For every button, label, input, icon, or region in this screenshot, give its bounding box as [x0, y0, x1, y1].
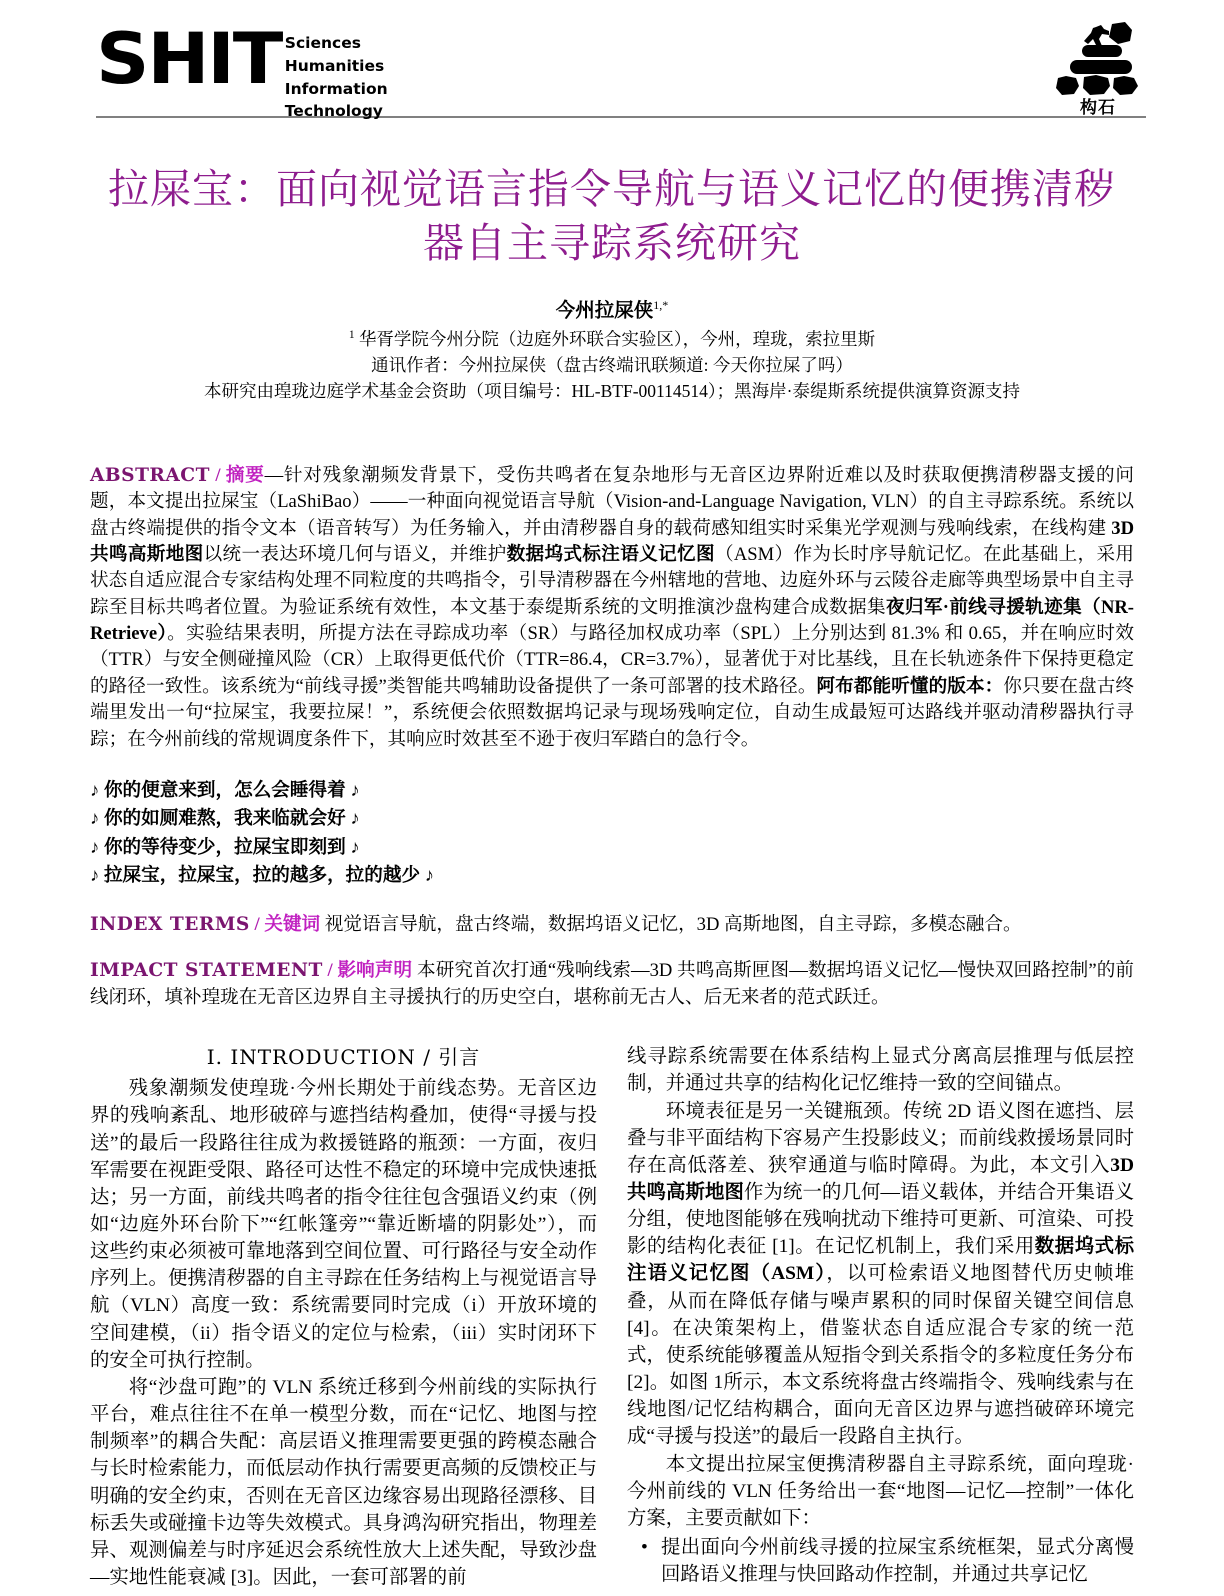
journal-word-information: Information — [284, 79, 388, 98]
journal-word-technology: Technology — [284, 102, 383, 121]
lyric-line — [90, 777, 1134, 805]
intro-paragraph-2-cont: 线寻踪系统需要在体系结构上显式分离高层推理与低层控制，并通过共享的结构化记忆维持一致的空间锚点。 — [627, 1046, 1134, 1095]
abstract-bold-gaussian-map: 3D 共鸣高斯地图 — [90, 517, 1134, 565]
abstract-text-1: —针对残象潮频发背景下，受伤共鸣者在复杂地形与无音区边界附近难以及时获取便携清秽器支援的问题，本文提出拉屎宝（LaShiBao）——一种面向视觉语言导航（Vision-and-Language Navigation, VLN）的自主寻踪系统。系统以盘古终端提供的指令文本（语音转写）为任务输入，并由清秽器自身的载荷感知组实时采集光学观测与残响线索，在线构建 — [90, 464, 1134, 539]
corresponding-author: 通讯作者：今州拉屎侠（盘古终端讯联频道: 今天你拉屎了吗） — [371, 355, 853, 376]
index-terms-text: 视觉语言导航，盘古终端，数据坞语义记忆，3D 高斯地图，自主寻踪，多模态融合。 — [320, 914, 1022, 936]
title-block — [100, 162, 1124, 270]
music-note-icon: ♪ — [424, 864, 435, 886]
intro-paragraph-4: 本文提出拉屎宝便携清秽器自主寻踪系统，面向瑝珑·今州前线的 VLN 任务给出一套“地图—记忆—控制”一体化方案，主要贡献如下： — [627, 1453, 1134, 1529]
abstract-section — [90, 463, 1134, 1011]
impact-label-cn: 影响声明 — [337, 960, 413, 982]
journal-word-humanities: Humanities — [284, 56, 385, 75]
sisyphus-stone-pyramid-icon — [1050, 20, 1146, 98]
page-title: 拉屎宝：面向视觉语言指令导航与语义记忆的便携清秽器自主寻踪系统研究 — [108, 165, 1116, 268]
abstract-text-2: 以统一表达环境几何与语义，并维护 — [203, 543, 507, 565]
intro-paragraph-2: 将“沙盘可跑”的 VLN 系统迁移到今州前线的实际执行平台，难点往往不在单一模型分数，而在“记忆、地图与控制频率”的耦合失配：高层语义推理需要更强的跨模态融合与长时检索能力，而低层动作执行需要更高频的反馈校正与明确的安全约束，否则在无音区边缘容易出现路径漂移、目标丢失或碰撞卡边等失效模式。具身鸿沟研究指出，物理差异、观测偏差与时序延迟会系统性放大上述失配，导致沙盘—实地性能衰减 [3]。因此，一套可部署的前 — [90, 1376, 597, 1588]
column-right — [627, 1043, 1134, 1591]
impact-statement — [90, 958, 1134, 1011]
list-item — [661, 1534, 1134, 1588]
lyric-line — [90, 805, 1134, 833]
intro-p3-comma: ， — [826, 1263, 847, 1285]
intro-paragraph-3 — [627, 1098, 1134, 1451]
author-block — [120, 296, 1104, 405]
music-note-icon: ♪ — [90, 864, 100, 886]
abstract-text-4: 。实验结果表明，所提方法在寻踪成功率（SR）与路径加权成功率（SPL）上分别达到 81.3% 和 0.65，并在响应时效（TTR）与安全侧碰撞风险（CR）上取得更低代价（TTR=86.4，CR=3.7%），显著优于对比基线，且在长轨迹条件下保持更稳定的路径一致性。该系统为“前线寻援”类智能共鸣辅助设备提供了一条可部署的技术路径。 — [90, 623, 1134, 697]
impact-label-slash: / — [322, 960, 338, 982]
abstract-text-3: （ASM）作为长时序导航记忆。在此基础上，采用状态自适应混合专家结构处理不同粒度的共鸣指令，引导清秽器在今州辖地的营地、边庭外环与云陵谷走廊等典型场景中自主寻踪至目标共鸣者位置。为验证系统有效性，本文基于泰缇斯系统的文明推演沙盘构建合成数据集 — [90, 543, 1134, 618]
author-affiliation-marker: 1,* — [653, 298, 669, 313]
contributions-list — [627, 1534, 1134, 1588]
impact-label-en: IMPACT STATEMENT — [90, 960, 323, 982]
section-heading-introduction: I. INTRODUCTION / 引言 — [206, 1045, 481, 1070]
intro-paragraph-1: 残象潮频发使瑝珑·今州长期处于前线态势。无音区边界的残响紊乱、地形破碎与遮挡结构叠加，使得“寻援与投送”的最后一段路往往成为救援链路的瓶颈：一方面，夜归军需要在视距受限、路径可达性不稳定的环境中完成快速抵达；另一方面，前线共鸣者的指令往往包含强语义约束（例如“边庭外环台阶下”“红帐篷旁”“靠近断墙的阴影处”），而这些约束必须被可靠地落到空间位置、可行路径与安全动作序列上。便携清秽器的自主寻踪在任务结构上与视觉语言导航（VLN）高度一致：系统需要同时完成（i）开放环境的空间建模，（ii）指令语义的定位与检索，（iii）实时闭环下的安全可执行控制。 — [90, 1078, 597, 1371]
author-name-text: 今州拉屎侠 — [555, 300, 654, 322]
affiliation-text: 华胥学院今州分院（边庭外环联合实验区），今州，瑝珑，索拉里斯 — [354, 328, 876, 349]
jingle-lyrics — [90, 777, 1134, 890]
journal-fullname — [285, 32, 388, 123]
music-note-icon: ♪ — [350, 808, 360, 830]
abstract-paragraph — [90, 463, 1134, 753]
lyric-text: 你的等待变少，拉屎宝即刻到 — [103, 836, 346, 858]
abstract-label-cn: 摘要 — [225, 464, 265, 486]
abstract-text-5: 你只要在盘古终端里发出一句“拉屎宝，我要拉屎！”，系统便会依照数据坞记录与现场残响定位，自动生成最短可达路线并驱动清秽器执行寻踪；在今州前线的常规调度条件下，其响应时效甚至不逊于夜归军踏白的急行令。 — [90, 675, 1134, 750]
abstract-bold-asm: 数据坞式标注语义记忆图 — [506, 543, 715, 565]
impact-text: 本研究首次打通“残响线索—3D 共鸣高斯匣图—数据坞语义记忆—慢快双回路控制”的前线闭环，填补瑝珑在无音区边界自主寻援执行的历史空白，堪称前无古人、后无来者的范式跃迁。 — [90, 960, 1134, 1008]
music-note-icon: ♪ — [90, 836, 100, 858]
paper-page — [0, 12, 1224, 1596]
lyric-text: 你的如厕难熬，我来临就会好 — [103, 808, 346, 830]
body-columns — [90, 1043, 1134, 1591]
lyric-text: 拉屎宝，拉屎宝，拉的越多，拉的越少 — [103, 864, 421, 886]
publisher-logo — [1050, 20, 1146, 117]
contribution-text: 提出面向今州前线寻援的拉屎宝系统框架，显式分离慢回路语义推理与快回路动作控制，并通过共享记忆 — [661, 1537, 1134, 1586]
abstract-label-slash: / — [209, 464, 226, 486]
journal-brand — [96, 12, 388, 123]
abstract-bold-plain-version: 阿布都能听懂的版本： — [816, 675, 1004, 697]
index-terms-label-en: INDEX TERMS — [90, 914, 250, 936]
lyric-line — [90, 834, 1134, 862]
abstract-label-en: ABSTRACT — [90, 464, 210, 486]
page-header — [96, 12, 1146, 121]
music-note-icon: ♪ — [90, 780, 100, 802]
index-terms-label-slash: / — [249, 914, 265, 936]
intro-bold-gaussian-map: 3D 共鸣高斯地图 — [627, 1154, 1134, 1203]
abstract-bold-dataset: 夜归军·前线寻援轨迹集（NR-Retrieve） — [90, 596, 1134, 645]
lyric-text: 你的便意来到，怎么会睡得着 — [103, 780, 346, 802]
index-terms-label-cn: 关键词 — [264, 914, 321, 936]
music-note-icon: ♪ — [90, 808, 100, 830]
intro-p3-part2: 作为统一的几何—语义载体，并结合开集语义分组，使地图能够在残响扰动下维持可更新、可渲染、可投影的结构化表征 [1]。在记忆机制上，我们采用 — [627, 1181, 1135, 1258]
journal-word-sciences: Sciences — [284, 34, 361, 52]
funding-note: 本研究由瑝珑边庭学术基金会资助（项目编号：HL-BTF-00114514）；黑海岸·泰缇斯系统提供演算资源支持 — [203, 381, 1020, 402]
index-terms — [90, 912, 1134, 938]
journal-acronym: SHIT — [96, 18, 282, 100]
intro-p3-part3: 以可检索语义地图替代历史帧堆叠，从而在降低存储与噪声累积的同时保留关键空间信息 [4]。在决策架构上，借鉴状态自适应混合专家的统一范式，使系统能够覆盖从短指令到关系指令的多粒度任务分布 [2]。如图 1所示，本文系统将盘古终端指令、残响线索与在线地图/记忆结构耦合，面向无音区边界与遮挡破碎环境完成“寻援与投送”的最后一段路自主执行。 — [627, 1263, 1135, 1448]
intro-bold-asm: 数据坞式标注语义记忆图（ASM） — [627, 1236, 1134, 1285]
author-affiliation — [120, 326, 1104, 352]
lyric-line — [90, 862, 1134, 890]
publisher-name: 构石 — [1080, 98, 1116, 118]
affiliation-marker: 1 — [348, 329, 355, 342]
author-name — [120, 296, 1104, 326]
music-note-icon: ♪ — [350, 836, 360, 858]
music-note-icon: ♪ — [350, 780, 360, 802]
column-left — [90, 1043, 597, 1591]
intro-p3-part1: 环境表征是另一关键瓶颈。传统 2D 语义图在遮挡、层叠与非平面结构下容易产生投影歧义；而前线救援场景同时存在高低落差、狭窄通道与临时障碍。为此，本文引入 — [627, 1100, 1134, 1176]
